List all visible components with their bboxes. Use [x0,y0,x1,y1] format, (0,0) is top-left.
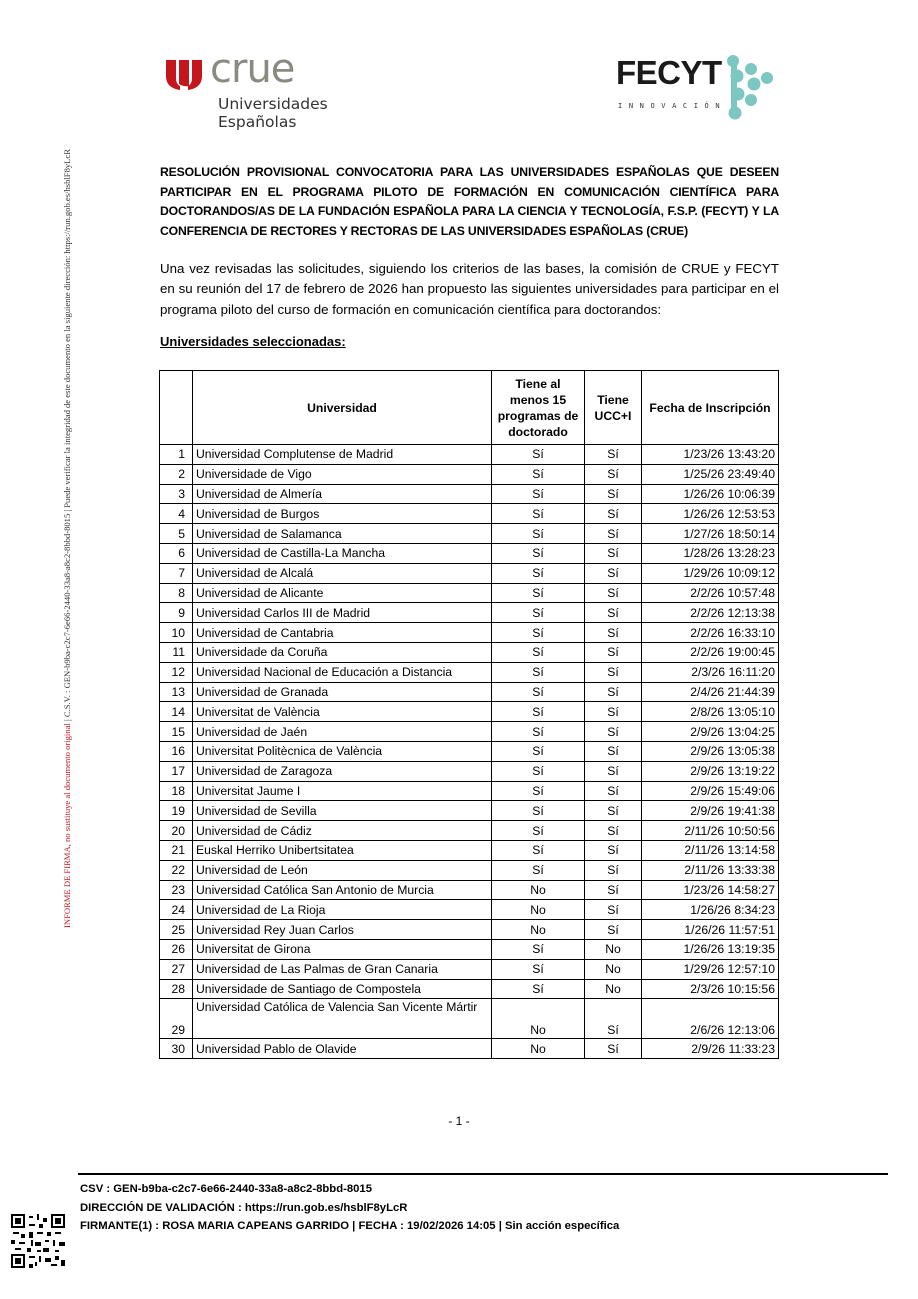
row-number: 2 [160,464,193,484]
programs-flag: No [492,880,585,900]
ucci-flag: Sí [585,563,642,583]
university-name: Universidad Rey Juan Carlos [193,920,492,940]
row-number: 20 [160,821,193,841]
ucci-flag: No [585,939,642,959]
row-number: 30 [160,1039,193,1059]
programs-flag: Sí [492,682,585,702]
university-name: Universidad de Cantabria [193,623,492,643]
programs-flag: Sí [492,504,585,524]
registration-date: 1/26/26 12:53:53 [642,504,779,524]
programs-flag: Sí [492,464,585,484]
registration-date: 1/26/26 8:34:23 [642,900,779,920]
programs-flag: Sí [492,662,585,682]
side-stamp-csv: | C.S.V. : GEN-b9ba-c2c7-6e66-2440-33a8-a8c2-8bbd-8015 | Puede verificar la integridad de este documento en la siguiente dirección: https://run.gob.es/hsblF8yLcR [62,149,72,722]
registration-date: 1/23/26 14:58:27 [642,880,779,900]
university-name: Universitat Politècnica de València [193,741,492,761]
programs-flag: Sí [492,702,585,722]
row-number: 4 [160,504,193,524]
programs-flag: Sí [492,781,585,801]
crue-subtitle-line1: Universidades [218,95,328,113]
ucci-flag: Sí [585,920,642,940]
registration-date: 2/8/26 13:05:10 [642,702,779,722]
table-row [160,900,779,920]
registration-date: 2/4/26 21:44:39 [642,682,779,702]
programs-flag: Sí [492,603,585,623]
registration-date: 2/11/26 10:50:56 [642,821,779,841]
programs-flag: Sí [492,741,585,761]
ucci-flag: Sí [585,623,642,643]
university-name: Universidad de La Rioja [193,900,492,920]
programs-flag: Sí [492,979,585,999]
footer-validation-url[interactable]: DIRECCIÓN DE VALIDACIÓN : https://run.gob.es/hsblF8yLcR [80,1201,408,1214]
ucci-flag: Sí [585,741,642,761]
table-row [160,959,779,979]
row-number: 1 [160,445,193,465]
programs-flag: Sí [492,445,585,465]
university-name: Universitat Jaume I [193,781,492,801]
university-name: Universidade de Vigo [193,464,492,484]
header-programs: Tiene al menos 15 programas de doctorado [492,371,585,445]
registration-date: 2/2/26 16:33:10 [642,623,779,643]
crue-subtitle-line2: Españolas [218,113,297,131]
table-row [160,445,779,465]
university-name: Universidade da Coruña [193,642,492,662]
ucci-flag: Sí [585,860,642,880]
row-number: 12 [160,662,193,682]
ucci-flag: Sí [585,880,642,900]
programs-flag: No [492,920,585,940]
footer-divider [78,1173,888,1175]
row-number: 22 [160,860,193,880]
table-row [160,939,779,959]
ucci-flag: No [585,979,642,999]
header-ucci: Tiene UCC+I [585,371,642,445]
header-date: Fecha de Inscripción [642,371,779,445]
programs-flag: Sí [492,563,585,583]
row-number: 11 [160,642,193,662]
table-row [160,662,779,682]
university-name: Universidad Carlos III de Madrid [193,603,492,623]
programs-flag: Sí [492,959,585,979]
ucci-flag: Sí [585,801,642,821]
table-row [160,741,779,761]
table-row [160,840,779,860]
registration-date: 1/23/26 13:43:20 [642,445,779,465]
ucci-flag: Sí [585,504,642,524]
ucci-flag: Sí [585,900,642,920]
ucci-flag: Sí [585,464,642,484]
crue-mark-icon [166,60,202,90]
registration-date: 1/26/26 11:57:51 [642,920,779,940]
registration-date: 1/25/26 23:49:40 [642,464,779,484]
registration-date: 2/6/26 12:13:06 [642,999,779,1039]
footer-signer: FIRMANTE(1) : ROSA MARIA CAPEANS GARRIDO | FECHA : 19/02/2026 14:05 | Sin acción específica [80,1220,620,1232]
programs-flag: No [492,999,585,1039]
row-number: 28 [160,979,193,999]
fecyt-wordmark: FECYT [616,54,722,91]
universities-table [159,370,779,1059]
registration-date: 1/28/26 13:28:23 [642,543,779,563]
registration-date: 1/26/26 10:06:39 [642,484,779,504]
header-num [160,371,193,445]
university-name: Universidad de Jaén [193,722,492,742]
ucci-flag: Sí [585,484,642,504]
registration-date: 2/9/26 13:19:22 [642,761,779,781]
document-title: RESOLUCIÓN PROVISIONAL CONVOCATORIA PARA LAS UNIVERSIDADES ESPAÑOLAS QUE DESEEN PARTICIPAR EN EL PROGRAMA PILOTO DE FORMACIÓN EN COMUNICACIÓN CIENTÍFICA PARA DOCTORANDOS/AS DE LA FUNDACIÓN ESPAÑOLA PARA LA CIENCIA Y TECNOLOGÍA, F.S.P. (FECYT) Y LA CONFERENCIA DE RECTORES Y RECTORAS DE LAS UNIVERSIDADES ESPAÑOLAS (CRUE) [160,165,779,238]
ucci-flag: Sí [585,543,642,563]
registration-date: 2/11/26 13:14:58 [642,840,779,860]
programs-flag: Sí [492,939,585,959]
university-name: Universidad de Las Palmas de Gran Canaria [193,959,492,979]
university-name: Euskal Herriko Unibertsitatea [193,840,492,860]
table-row [160,682,779,702]
university-name: Universidade de Santiago de Compostela [193,979,492,999]
ucci-flag: Sí [585,999,642,1039]
table-row [160,1039,779,1059]
registration-date: 2/2/26 19:00:45 [642,642,779,662]
programs-flag: Sí [492,484,585,504]
programs-flag: Sí [492,623,585,643]
table-row [160,920,779,940]
table-row [160,524,779,544]
ucci-flag: Sí [585,524,642,544]
table-row [160,821,779,841]
university-name: Universidad de Sevilla [193,801,492,821]
university-name: Universidad de Zaragoza [193,761,492,781]
university-name: Universidad de Almería [193,484,492,504]
university-name: Universidad Pablo de Olavide [193,1039,492,1059]
row-number: 8 [160,583,193,603]
table-row [160,860,779,880]
fecyt-subtitle: INNOVACIÓN [618,102,727,110]
programs-flag: Sí [492,543,585,563]
row-number: 13 [160,682,193,702]
row-number: 9 [160,603,193,623]
row-number: 3 [160,484,193,504]
row-number: 21 [160,840,193,860]
university-name: Universitat de Girona [193,939,492,959]
row-number: 10 [160,623,193,643]
table-row [160,543,779,563]
crue-subtitle [218,95,328,131]
registration-date: 2/2/26 10:57:48 [642,583,779,603]
ucci-flag: No [585,959,642,979]
university-name: Universidad de Burgos [193,504,492,524]
ucci-flag: Sí [585,445,642,465]
row-number: 17 [160,761,193,781]
table-row [160,484,779,504]
table-row [160,722,779,742]
registration-date: 2/9/26 11:33:23 [642,1039,779,1059]
ucci-flag: Sí [585,722,642,742]
fecyt-molecule-icon [724,54,774,122]
row-number: 27 [160,959,193,979]
page-number: - 1 - [448,1114,470,1128]
university-name: Universitat de València [193,702,492,722]
table-row [160,781,779,801]
registration-date: 2/3/26 10:15:56 [642,979,779,999]
registration-date: 1/27/26 18:50:14 [642,524,779,544]
registration-date: 2/11/26 13:33:38 [642,860,779,880]
programs-flag: Sí [492,860,585,880]
row-number: 26 [160,939,193,959]
intro-paragraph: Una vez revisadas las solicitudes, siguiendo los criterios de las bases, la comisión de CRUE y FECYT en su reunión del 17 de febrero de 2026 han propuesto las siguientes universidades para participar en el programa piloto del curso de formación en comunicación científica para doctorandos: [160,261,779,317]
registration-date: 2/9/26 15:49:06 [642,781,779,801]
registration-date: 2/9/26 19:41:38 [642,801,779,821]
registration-date: 1/29/26 10:09:12 [642,563,779,583]
crue-logo [166,46,328,133]
programs-flag: Sí [492,722,585,742]
ucci-flag: Sí [585,781,642,801]
registration-date: 2/3/26 16:11:20 [642,662,779,682]
registration-date: 2/2/26 12:13:38 [642,603,779,623]
registration-date: 1/29/26 12:57:10 [642,959,779,979]
table-row [160,504,779,524]
university-name: Universidad de Alicante [193,583,492,603]
programs-flag: Sí [492,821,585,841]
row-number: 18 [160,781,193,801]
table-row [160,801,779,821]
ucci-flag: Sí [585,603,642,623]
section-heading [160,334,346,349]
university-name: Universidad de León [193,860,492,880]
ucci-flag: Sí [585,662,642,682]
university-name: Universidad Católica San Antonio de Murcia [193,880,492,900]
ucci-flag: Sí [585,642,642,662]
row-number: 15 [160,722,193,742]
signature-footer [80,1180,619,1236]
qr-code-icon [11,1214,65,1268]
registration-date: 2/9/26 13:04:25 [642,722,779,742]
crue-wordmark: crue [210,46,295,92]
table-header-row [160,371,779,445]
table-row [160,563,779,583]
table-row [160,642,779,662]
university-name: Universidad de Cádiz [193,821,492,841]
university-name: Universidad Nacional de Educación a Distancia [193,662,492,682]
table-row [160,464,779,484]
ucci-flag: Sí [585,821,642,841]
row-number: 14 [160,702,193,722]
university-name: Universidad de Granada [193,682,492,702]
row-number: 23 [160,880,193,900]
university-name: Universidad Complutense de Madrid [193,445,492,465]
row-number: 5 [160,524,193,544]
row-number: 25 [160,920,193,940]
registration-date: 2/9/26 13:05:38 [642,741,779,761]
table-row [160,702,779,722]
row-number: 19 [160,801,193,821]
programs-flag: Sí [492,524,585,544]
registration-date: 1/26/26 13:19:35 [642,939,779,959]
university-name: Universidad de Salamanca [193,524,492,544]
footer-csv: CSV : GEN-b9ba-c2c7-6e66-2440-33a8-a8c2-8bbd-8015 [80,1183,372,1195]
programs-flag: Sí [492,761,585,781]
row-number: 16 [160,741,193,761]
row-number: 6 [160,543,193,563]
fecyt-logo [616,54,776,124]
university-name: Universidad de Castilla-La Mancha [193,543,492,563]
table-row [160,583,779,603]
ucci-flag: Sí [585,761,642,781]
row-number: 24 [160,900,193,920]
university-name: Universidad Católica de Valencia San Vicente Mártir [193,999,492,1039]
section-heading-text: Universidades seleccionadas: [160,334,346,349]
table-row [160,999,779,1039]
programs-flag: Sí [492,583,585,603]
ucci-flag: Sí [585,840,642,860]
table-row [160,880,779,900]
signature-side-stamp [62,149,72,928]
row-number: 7 [160,563,193,583]
programs-flag: Sí [492,642,585,662]
programs-flag: No [492,900,585,920]
ucci-flag: Sí [585,682,642,702]
table-row [160,603,779,623]
header-university: Universidad [193,371,492,445]
ucci-flag: Sí [585,702,642,722]
programs-flag: Sí [492,840,585,860]
table-row [160,979,779,999]
programs-flag: Sí [492,801,585,821]
row-number: 29 [160,999,193,1039]
table-body [160,445,779,1059]
ucci-flag: Sí [585,583,642,603]
table-row [160,623,779,643]
table-row [160,761,779,781]
programs-flag: No [492,1039,585,1059]
side-stamp-warning: INFORME DE FIRMA, no sustituye al documento original [62,723,72,928]
university-name: Universidad de Alcalá [193,563,492,583]
ucci-flag: Sí [585,1039,642,1059]
